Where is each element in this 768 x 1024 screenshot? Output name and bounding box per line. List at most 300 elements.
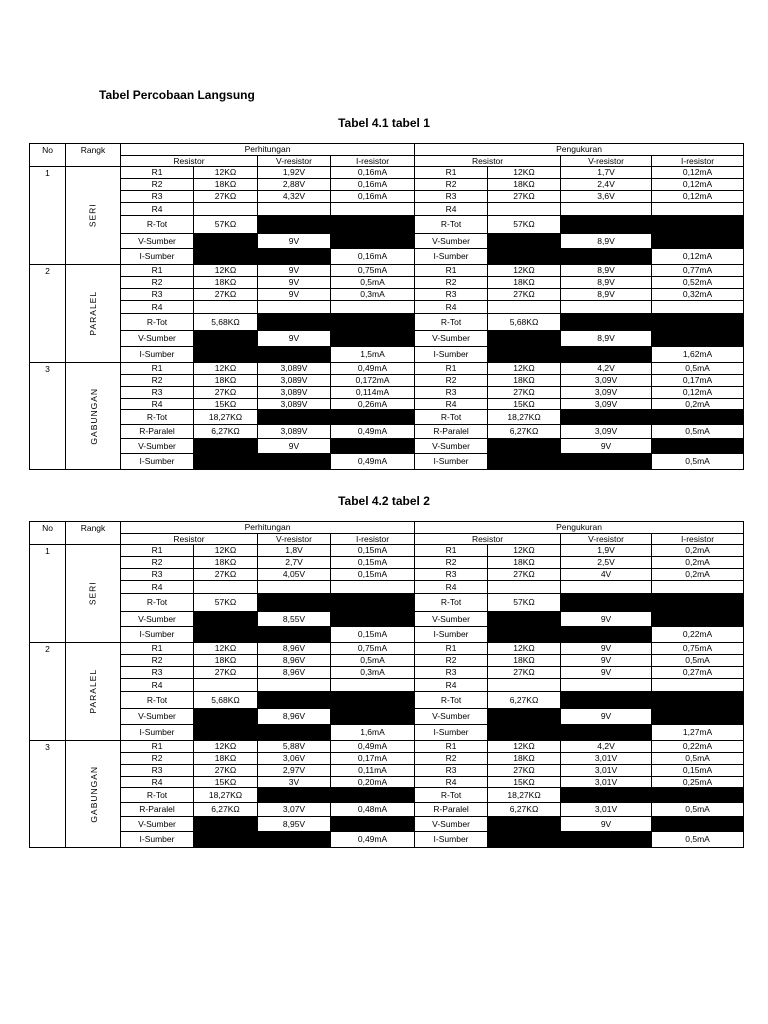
pengukuran-current-cell: 1,62mA — [652, 347, 744, 363]
pengukuran-resistance-cell: 12KΩ — [488, 265, 561, 277]
filled-cell — [488, 439, 561, 454]
table-row — [30, 557, 744, 569]
pengukuran-label-cell: V-Sumber — [415, 709, 488, 725]
filled-cell — [488, 832, 561, 848]
pengukuran-voltage-cell: 4,2V — [561, 741, 652, 753]
perhitungan-label-cell: R4 — [121, 203, 194, 216]
pengukuran-voltage-cell — [561, 581, 652, 594]
perhitungan-label-cell: V-Sumber — [121, 331, 194, 347]
pengukuran-resistance-cell: 6,27KΩ — [488, 803, 561, 817]
filled-cell — [194, 612, 258, 627]
pengukuran-resistance-cell: 18KΩ — [488, 655, 561, 667]
pengukuran-label-cell: R4 — [415, 203, 488, 216]
perhitungan-label-cell: R4 — [121, 301, 194, 314]
perhitungan-current-cell: 0,15mA — [331, 557, 415, 569]
pengukuran-voltage-cell: 3,09V — [561, 387, 652, 399]
pengukuran-label-cell: R-Tot — [415, 410, 488, 425]
pengukuran-label-cell: I-Sumber — [415, 832, 488, 848]
filled-cell — [488, 234, 561, 249]
filled-cell — [331, 410, 415, 425]
pengukuran-resistance-cell: 27KΩ — [488, 569, 561, 581]
perhitungan-voltage-cell: 3,06V — [258, 753, 331, 765]
perhitungan-resistance-cell: 18KΩ — [194, 375, 258, 387]
perhitungan-label-cell: R2 — [121, 753, 194, 765]
filled-cell — [561, 314, 652, 331]
pengukuran-resistance-cell: 18,27KΩ — [488, 410, 561, 425]
pengukuran-resistance-cell: 27KΩ — [488, 387, 561, 399]
filled-cell — [652, 709, 744, 725]
perhitungan-voltage-cell — [258, 203, 331, 216]
filled-cell — [194, 817, 258, 832]
pengukuran-current-cell: 0,2mA — [652, 557, 744, 569]
perhitungan-label-cell: R3 — [121, 289, 194, 301]
section-rangk-label: PARALEL — [87, 669, 98, 714]
table-row — [30, 331, 744, 347]
section-number: 3 — [30, 363, 66, 470]
header-no: No — [30, 522, 66, 545]
filled-cell — [652, 234, 744, 249]
pengukuran-label-cell: R4 — [415, 301, 488, 314]
perhitungan-current-cell: 0,49mA — [331, 832, 415, 848]
table-row — [30, 725, 744, 741]
filled-cell — [258, 216, 331, 234]
perhitungan-label-cell: R2 — [121, 375, 194, 387]
perhitungan-voltage-cell: 8,96V — [258, 667, 331, 679]
header-v-resistor: V-resistor — [258, 156, 331, 167]
table-row — [30, 234, 744, 249]
pengukuran-current-cell: 0,5mA — [652, 655, 744, 667]
filled-cell — [488, 612, 561, 627]
pengukuran-current-cell: 0,27mA — [652, 667, 744, 679]
table-row — [30, 679, 744, 692]
table-row — [30, 375, 744, 387]
perhitungan-current-cell: 0,16mA — [331, 191, 415, 203]
section-number: 1 — [30, 167, 66, 265]
pengukuran-resistance-cell: 18,27KΩ — [488, 788, 561, 803]
subheader-row — [30, 156, 744, 167]
pengukuran-current-cell: 0,32mA — [652, 289, 744, 301]
perhitungan-current-cell: 0,15mA — [331, 627, 415, 643]
filled-cell — [258, 347, 331, 363]
pengukuran-current-cell: 0,5mA — [652, 832, 744, 848]
perhitungan-label-cell: V-Sumber — [121, 439, 194, 454]
pengukuran-resistance-cell: 18KΩ — [488, 277, 561, 289]
table-row — [30, 399, 744, 410]
pengukuran-label-cell: R2 — [415, 753, 488, 765]
pengukuran-resistance-cell: 18KΩ — [488, 179, 561, 191]
perhitungan-current-cell: 0,11mA — [331, 765, 415, 777]
section-rangk-label: GABUNGAN — [89, 765, 100, 823]
pengukuran-voltage-cell: 3,01V — [561, 803, 652, 817]
pengukuran-current-cell: 0,2mA — [652, 569, 744, 581]
filled-cell — [331, 234, 415, 249]
pengukuran-resistance-cell: 27KΩ — [488, 191, 561, 203]
pengukuran-voltage-cell: 4V — [561, 569, 652, 581]
filled-cell — [488, 725, 561, 741]
pengukuran-label-cell: R4 — [415, 679, 488, 692]
table-row — [30, 692, 744, 709]
perhitungan-current-cell — [331, 301, 415, 314]
pengukuran-label-cell: R2 — [415, 375, 488, 387]
perhitungan-voltage-cell: 4,32V — [258, 191, 331, 203]
perhitungan-current-cell: 0,49mA — [331, 454, 415, 470]
header-v-resistor: V-resistor — [258, 534, 331, 545]
pengukuran-current-cell: 0,5mA — [652, 454, 744, 470]
perhitungan-resistance-cell: 12KΩ — [194, 545, 258, 557]
perhitungan-resistance-cell: 18,27KΩ — [194, 410, 258, 425]
pengukuran-voltage-cell: 8,9V — [561, 289, 652, 301]
filled-cell — [331, 314, 415, 331]
section-rangk-cell — [66, 167, 121, 265]
filled-cell — [331, 709, 415, 725]
perhitungan-resistance-cell — [194, 679, 258, 692]
filled-cell — [331, 331, 415, 347]
table-row — [30, 569, 744, 581]
perhitungan-resistance-cell: 5,68KΩ — [194, 692, 258, 709]
filled-cell — [331, 788, 415, 803]
pengukuran-resistance-cell: 15KΩ — [488, 777, 561, 788]
table-row — [30, 627, 744, 643]
perhitungan-voltage-cell: 8,96V — [258, 655, 331, 667]
header-resistor: Resistor — [415, 156, 561, 167]
pengukuran-label-cell: R2 — [415, 179, 488, 191]
filled-cell — [488, 331, 561, 347]
perhitungan-resistance-cell: 12KΩ — [194, 265, 258, 277]
pengukuran-resistance-cell: 27KΩ — [488, 765, 561, 777]
pengukuran-label-cell: I-Sumber — [415, 347, 488, 363]
pengukuran-resistance-cell: 6,27KΩ — [488, 425, 561, 439]
perhitungan-label-cell: I-Sumber — [121, 832, 194, 848]
table-row — [30, 832, 744, 848]
pengukuran-resistance-cell: 18KΩ — [488, 557, 561, 569]
perhitungan-voltage-cell: 5,88V — [258, 741, 331, 753]
perhitungan-label-cell: R1 — [121, 265, 194, 277]
table-row — [30, 216, 744, 234]
perhitungan-resistance-cell: 15KΩ — [194, 777, 258, 788]
perhitungan-resistance-cell: 57KΩ — [194, 594, 258, 612]
perhitungan-voltage-cell: 3V — [258, 777, 331, 788]
pengukuran-voltage-cell: 9V — [561, 709, 652, 725]
pengukuran-label-cell: R-Paralel — [415, 425, 488, 439]
perhitungan-voltage-cell: 9V — [258, 439, 331, 454]
filled-cell — [561, 249, 652, 265]
filled-cell — [258, 249, 331, 265]
pengukuran-voltage-cell: 3,01V — [561, 765, 652, 777]
header-rangk: Rangk — [66, 144, 121, 167]
perhitungan-resistance-cell: 18KΩ — [194, 179, 258, 191]
filled-cell — [194, 832, 258, 848]
pengukuran-label-cell: R1 — [415, 545, 488, 557]
filled-cell — [331, 612, 415, 627]
perhitungan-voltage-cell: 2,88V — [258, 179, 331, 191]
perhitungan-resistance-cell: 12KΩ — [194, 363, 258, 375]
pengukuran-current-cell: 0,75mA — [652, 643, 744, 655]
pengukuran-current-cell: 0,22mA — [652, 741, 744, 753]
perhitungan-current-cell: 0,15mA — [331, 545, 415, 557]
table-row — [30, 277, 744, 289]
perhitungan-resistance-cell: 12KΩ — [194, 643, 258, 655]
pengukuran-label-cell: R3 — [415, 191, 488, 203]
pengukuran-label-cell: I-Sumber — [415, 627, 488, 643]
perhitungan-resistance-cell: 27KΩ — [194, 387, 258, 399]
perhitungan-label-cell: R-Paralel — [121, 803, 194, 817]
perhitungan-voltage-cell: 9V — [258, 234, 331, 249]
perhitungan-voltage-cell: 1,8V — [258, 545, 331, 557]
filled-cell — [258, 454, 331, 470]
perhitungan-resistance-cell: 6,27KΩ — [194, 803, 258, 817]
pengukuran-label-cell: R3 — [415, 289, 488, 301]
filled-cell — [488, 249, 561, 265]
filled-cell — [561, 788, 652, 803]
pengukuran-label-cell: R-Paralel — [415, 803, 488, 817]
table-row — [30, 788, 744, 803]
pengukuran-current-cell: 0,17mA — [652, 375, 744, 387]
pengukuran-current-cell — [652, 203, 744, 216]
filled-cell — [258, 725, 331, 741]
section-rangk-cell — [66, 643, 121, 741]
perhitungan-resistance-cell: 27KΩ — [194, 191, 258, 203]
perhitungan-current-cell: 0,5mA — [331, 655, 415, 667]
perhitungan-current-cell: 0,75mA — [331, 265, 415, 277]
pengukuran-voltage-cell — [561, 203, 652, 216]
perhitungan-current-cell: 0,3mA — [331, 667, 415, 679]
pengukuran-voltage-cell: 9V — [561, 655, 652, 667]
section-rangk-cell — [66, 545, 121, 643]
pengukuran-current-cell — [652, 301, 744, 314]
filled-cell — [194, 439, 258, 454]
filled-cell — [194, 627, 258, 643]
filled-cell — [652, 216, 744, 234]
table-row — [30, 765, 744, 777]
table-row — [30, 667, 744, 679]
perhitungan-current-cell: 1,5mA — [331, 347, 415, 363]
perhitungan-current-cell: 0,114mA — [331, 387, 415, 399]
pengukuran-resistance-cell: 12KΩ — [488, 643, 561, 655]
table-row — [30, 347, 744, 363]
filled-cell — [194, 709, 258, 725]
filled-cell — [258, 314, 331, 331]
filled-cell — [258, 594, 331, 612]
perhitungan-current-cell — [331, 581, 415, 594]
table-row — [30, 817, 744, 832]
perhitungan-voltage-cell: 3,089V — [258, 363, 331, 375]
section-rangk-label: PARALEL — [87, 291, 98, 336]
header-i-resistor: I-resistor — [652, 534, 744, 545]
pengukuran-current-cell — [652, 581, 744, 594]
perhitungan-label-cell: I-Sumber — [121, 725, 194, 741]
pengukuran-voltage-cell: 9V — [561, 643, 652, 655]
section-rangk-label: SERI — [87, 581, 98, 606]
filled-cell — [561, 216, 652, 234]
filled-cell — [561, 454, 652, 470]
table-row — [30, 709, 744, 725]
perhitungan-current-cell: 0,49mA — [331, 425, 415, 439]
pengukuran-label-cell: R1 — [415, 265, 488, 277]
perhitungan-current-cell: 0,49mA — [331, 363, 415, 375]
pengukuran-label-cell: V-Sumber — [415, 234, 488, 249]
perhitungan-voltage-cell: 3,07V — [258, 803, 331, 817]
pengukuran-label-cell: V-Sumber — [415, 817, 488, 832]
pengukuran-voltage-cell: 3,09V — [561, 375, 652, 387]
perhitungan-resistance-cell: 18KΩ — [194, 655, 258, 667]
perhitungan-label-cell: I-Sumber — [121, 627, 194, 643]
perhitungan-current-cell: 0,5mA — [331, 277, 415, 289]
perhitungan-resistance-cell: 18KΩ — [194, 753, 258, 765]
filled-cell — [488, 817, 561, 832]
table-row — [30, 249, 744, 265]
perhitungan-label-cell: R3 — [121, 765, 194, 777]
filled-cell — [194, 234, 258, 249]
pengukuran-label-cell: R4 — [415, 777, 488, 788]
pengukuran-voltage-cell: 3,01V — [561, 777, 652, 788]
header-pengukuran: Pengukuran — [415, 144, 744, 156]
perhitungan-current-cell: 0,16mA — [331, 179, 415, 191]
pengukuran-resistance-cell — [488, 581, 561, 594]
header-i-resistor: I-resistor — [331, 156, 415, 167]
table-row — [30, 387, 744, 399]
perhitungan-resistance-cell: 5,68KΩ — [194, 314, 258, 331]
perhitungan-resistance-cell: 27KΩ — [194, 765, 258, 777]
perhitungan-resistance-cell: 6,27KΩ — [194, 425, 258, 439]
table-row — [30, 643, 744, 655]
table-row — [30, 545, 744, 557]
table-row — [30, 179, 744, 191]
table-row — [30, 167, 744, 179]
perhitungan-voltage-cell: 9V — [258, 277, 331, 289]
pengukuran-voltage-cell: 4,2V — [561, 363, 652, 375]
perhitungan-label-cell: R1 — [121, 545, 194, 557]
pengukuran-resistance-cell: 18KΩ — [488, 375, 561, 387]
filled-cell — [194, 331, 258, 347]
pengukuran-voltage-cell: 3,09V — [561, 425, 652, 439]
pengukuran-label-cell: R3 — [415, 667, 488, 679]
filled-cell — [194, 725, 258, 741]
table-1-title: Tabel 4.1 tabel 1 — [338, 116, 430, 130]
table-row — [30, 753, 744, 765]
perhitungan-label-cell: R4 — [121, 581, 194, 594]
header-i-resistor: I-resistor — [652, 156, 744, 167]
header-resistor: Resistor — [415, 534, 561, 545]
pengukuran-voltage-cell: 8,9V — [561, 234, 652, 249]
filled-cell — [652, 612, 744, 627]
document-heading: Tabel Percobaan Langsung — [99, 88, 255, 102]
pengukuran-voltage-cell — [561, 301, 652, 314]
filled-cell — [258, 788, 331, 803]
pengukuran-current-cell: 0,12mA — [652, 249, 744, 265]
perhitungan-voltage-cell: 8,95V — [258, 817, 331, 832]
table-row — [30, 741, 744, 753]
perhitungan-current-cell: 0,17mA — [331, 753, 415, 765]
pengukuran-resistance-cell: 12KΩ — [488, 741, 561, 753]
pengukuran-label-cell: I-Sumber — [415, 725, 488, 741]
header-pengukuran: Pengukuran — [415, 522, 744, 534]
pengukuran-label-cell: R-Tot — [415, 692, 488, 709]
pengukuran-label-cell: I-Sumber — [415, 454, 488, 470]
perhitungan-current-cell: 0,172mA — [331, 375, 415, 387]
pengukuran-current-cell: 0,5mA — [652, 753, 744, 765]
perhitungan-label-cell: R3 — [121, 191, 194, 203]
perhitungan-label-cell: I-Sumber — [121, 347, 194, 363]
perhitungan-resistance-cell: 18KΩ — [194, 277, 258, 289]
pengukuran-resistance-cell: 15KΩ — [488, 399, 561, 410]
perhitungan-label-cell: R3 — [121, 569, 194, 581]
filled-cell — [652, 817, 744, 832]
section-rangk-cell — [66, 741, 121, 848]
filled-cell — [488, 454, 561, 470]
perhitungan-voltage-cell: 2,7V — [258, 557, 331, 569]
perhitungan-label-cell: R1 — [121, 741, 194, 753]
pengukuran-voltage-cell: 9V — [561, 439, 652, 454]
filled-cell — [652, 692, 744, 709]
filled-cell — [561, 410, 652, 425]
pengukuran-current-cell — [652, 679, 744, 692]
perhitungan-label-cell: R2 — [121, 655, 194, 667]
perhitungan-current-cell: 0,3mA — [331, 289, 415, 301]
perhitungan-current-cell: 0,20mA — [331, 777, 415, 788]
section-rangk-label: GABUNGAN — [89, 387, 100, 445]
perhitungan-label-cell: R1 — [121, 363, 194, 375]
filled-cell — [488, 627, 561, 643]
filled-cell — [652, 314, 744, 331]
filled-cell — [331, 817, 415, 832]
perhitungan-label-cell: R3 — [121, 387, 194, 399]
filled-cell — [258, 627, 331, 643]
perhitungan-label-cell: R4 — [121, 679, 194, 692]
pengukuran-voltage-cell: 8,9V — [561, 277, 652, 289]
table-row — [30, 803, 744, 817]
pengukuran-voltage-cell: 9V — [561, 612, 652, 627]
filled-cell — [194, 249, 258, 265]
pengukuran-label-cell: R3 — [415, 569, 488, 581]
pengukuran-label-cell: V-Sumber — [415, 439, 488, 454]
perhitungan-voltage-cell — [258, 301, 331, 314]
table-row — [30, 363, 744, 375]
pengukuran-voltage-cell: 3,09V — [561, 399, 652, 410]
perhitungan-resistance-cell — [194, 301, 258, 314]
pengukuran-resistance-cell: 12KΩ — [488, 167, 561, 179]
perhitungan-label-cell: R-Paralel — [121, 425, 194, 439]
perhitungan-current-cell: 1,6mA — [331, 725, 415, 741]
pengukuran-current-cell: 0,5mA — [652, 425, 744, 439]
pengukuran-resistance-cell: 27KΩ — [488, 289, 561, 301]
perhitungan-label-cell: V-Sumber — [121, 817, 194, 832]
pengukuran-voltage-cell: 1,7V — [561, 167, 652, 179]
perhitungan-voltage-cell: 8,96V — [258, 643, 331, 655]
perhitungan-voltage-cell: 3,089V — [258, 425, 331, 439]
filled-cell — [258, 832, 331, 848]
filled-cell — [561, 347, 652, 363]
pengukuran-resistance-cell: 57KΩ — [488, 594, 561, 612]
header-resistor: Resistor — [121, 534, 258, 545]
filled-cell — [561, 627, 652, 643]
perhitungan-voltage-cell: 8,55V — [258, 612, 331, 627]
table-row — [30, 314, 744, 331]
table-1 — [29, 143, 744, 470]
pengukuran-resistance-cell — [488, 203, 561, 216]
perhitungan-voltage-cell: 9V — [258, 331, 331, 347]
perhitungan-label-cell: V-Sumber — [121, 234, 194, 249]
perhitungan-label-cell: I-Sumber — [121, 249, 194, 265]
perhitungan-voltage-cell: 3,089V — [258, 387, 331, 399]
perhitungan-label-cell: V-Sumber — [121, 709, 194, 725]
filled-cell — [331, 692, 415, 709]
pengukuran-voltage-cell — [561, 679, 652, 692]
table-row — [30, 777, 744, 788]
table-row — [30, 655, 744, 667]
header-v-resistor: V-resistor — [561, 156, 652, 167]
perhitungan-resistance-cell: 57KΩ — [194, 216, 258, 234]
perhitungan-voltage-cell — [258, 679, 331, 692]
